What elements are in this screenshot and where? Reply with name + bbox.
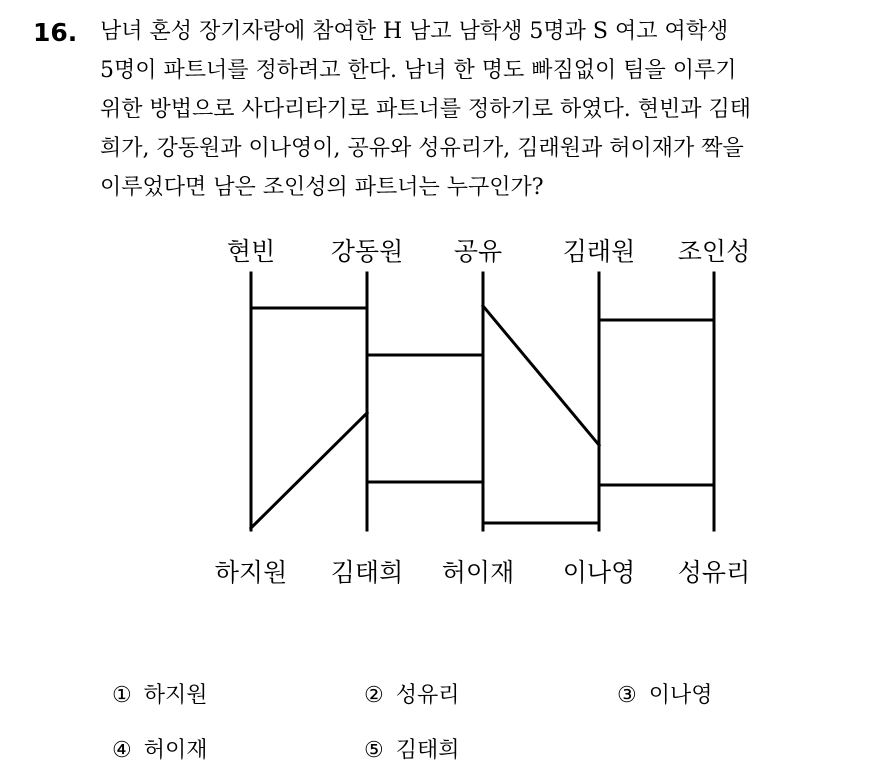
choice-5-number: ⑤ bbox=[364, 738, 384, 763]
top-name-1: 현빈 bbox=[226, 237, 276, 266]
bottom-name-2: 김태희 bbox=[330, 558, 404, 587]
ladder-rung bbox=[251, 413, 367, 528]
question-line-1: 남녀 혼성 장기자랑에 참여한 H 남고 남학생 5명과 S 여고 여학생 bbox=[100, 19, 729, 44]
question-line-4: 희가, 강동원과 이나영이, 공유와 성유리가, 김래원과 허이재가 짝을 bbox=[100, 136, 744, 161]
choice-3-number: ③ bbox=[617, 683, 637, 708]
question-line-2: 5명이 파트너를 정하려고 한다. 남녀 한 명도 빠짐없이 팀을 이루기 bbox=[100, 58, 737, 83]
choice-2-number: ② bbox=[364, 683, 384, 708]
top-name-5: 조인성 bbox=[677, 237, 751, 266]
choice-3-label: 이나영 bbox=[648, 683, 713, 708]
choice-1[interactable] bbox=[112, 678, 208, 709]
question-line-3: 위한 방법으로 사다리타기로 파트너를 정하기로 하였다. 현빈과 김태 bbox=[100, 97, 752, 122]
top-name-2: 강동원 bbox=[330, 237, 404, 266]
choice-5-label: 김태희 bbox=[395, 738, 460, 763]
bottom-name-5: 성유리 bbox=[677, 558, 751, 587]
question-line-5: 이루었다면 남은 조인성의 파트너는 누구인가? bbox=[100, 175, 544, 200]
choice-2-label: 성유리 bbox=[395, 683, 460, 708]
choice-4-label: 허이재 bbox=[143, 738, 208, 763]
ladder-rung bbox=[483, 306, 599, 445]
choice-1-label: 하지원 bbox=[143, 683, 208, 708]
bottom-name-3: 허이재 bbox=[441, 558, 515, 587]
choice-4[interactable] bbox=[112, 733, 208, 764]
top-name-4: 김래원 bbox=[562, 237, 636, 266]
choice-1-number: ① bbox=[112, 683, 132, 708]
question-number: 16. bbox=[33, 18, 78, 47]
bottom-name-1: 하지원 bbox=[214, 558, 288, 587]
choice-4-number: ④ bbox=[112, 738, 132, 763]
choice-5[interactable] bbox=[364, 733, 460, 764]
choice-3[interactable] bbox=[617, 678, 713, 709]
bottom-name-4: 이나영 bbox=[562, 558, 636, 587]
top-name-3: 공유 bbox=[453, 237, 503, 266]
choice-2[interactable] bbox=[364, 678, 460, 709]
